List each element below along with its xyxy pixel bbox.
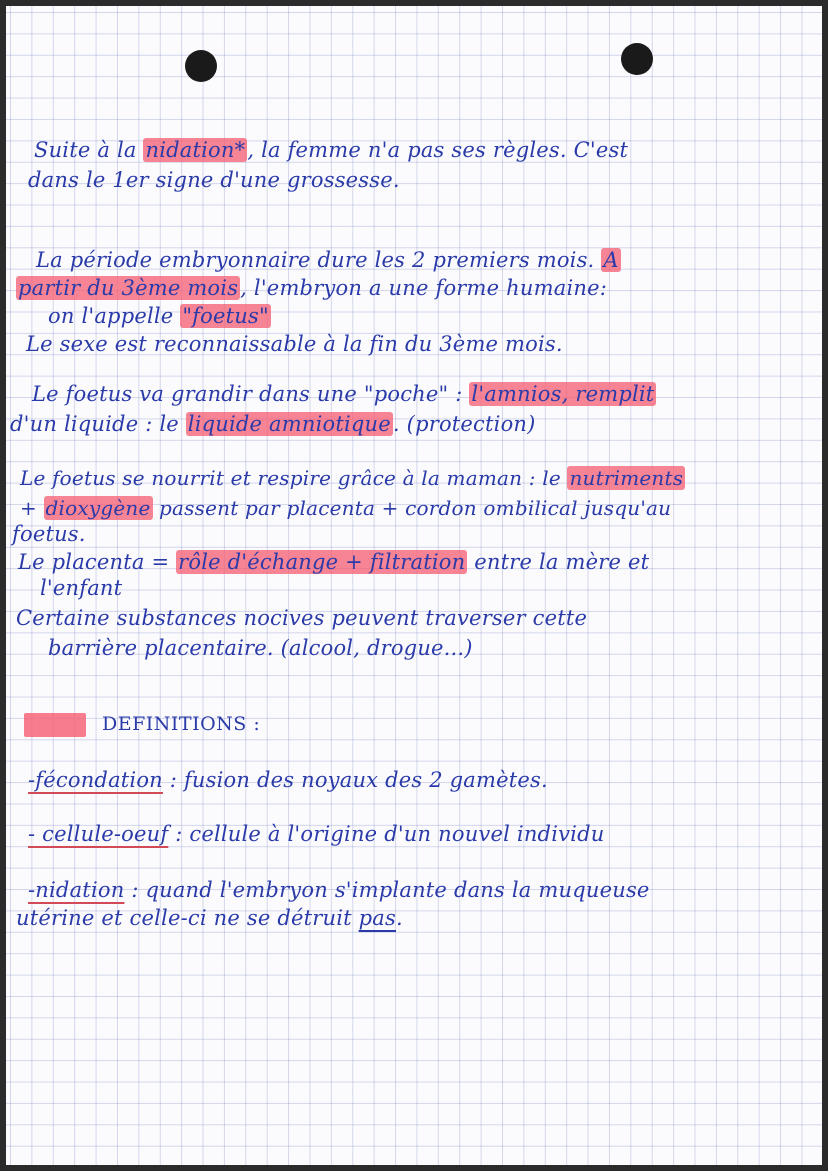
text: passent par placenta + cordon ombilical jusqu'au <box>152 496 672 520</box>
notebook-page <box>6 6 822 1165</box>
highlighted-text: l'amnios, remplit <box>471 382 655 406</box>
definition-text: : quand l'embryon s'implante dans la muqueuse <box>124 878 650 902</box>
note-line <box>26 330 563 358</box>
text: , l'embryon a une forme humaine: <box>240 276 607 300</box>
text: l'enfant <box>40 576 123 600</box>
punch-hole-right <box>621 43 653 75</box>
text: utérine et celle-ci ne se détruit <box>16 906 359 930</box>
definition-term: -nidation <box>28 878 125 902</box>
note-line <box>32 380 656 408</box>
text: dans le 1er signe d'une grossesse. <box>28 168 400 192</box>
definition-term: -fécondation <box>28 768 163 792</box>
text: Certaine substances nocives peuvent traverser cette <box>16 606 588 630</box>
note-line <box>16 274 607 302</box>
definition-term: - cellule-oeuf <box>28 822 169 846</box>
note-line <box>10 410 536 438</box>
text: , la femme n'a pas ses règles. C'est <box>247 138 629 162</box>
text: . (protection) <box>392 412 536 436</box>
text: Le sexe est reconnaissable à la fin du 3ème mois. <box>26 332 563 356</box>
note-line <box>28 166 400 194</box>
note-line <box>48 634 473 662</box>
highlighted-text: rôle d'échange + filtration <box>178 550 466 574</box>
note-line <box>12 520 86 548</box>
note-line <box>20 464 685 492</box>
note-line <box>18 548 649 576</box>
underlined-word: pas <box>358 906 396 930</box>
text: barrière placentaire. (alcool, drogue...) <box>48 636 473 660</box>
highlighted-text: nutriments <box>569 466 684 490</box>
highlighted-text: nidation* <box>145 138 246 162</box>
highlighted-text: A <box>603 248 619 272</box>
text: DEFINITIONS : <box>102 713 261 735</box>
text: Le foetus se nourrit et respire grâce à la maman : le <box>20 466 568 490</box>
definition-text: : fusion des noyaux des 2 gamètes. <box>162 768 548 792</box>
note-line <box>16 604 587 632</box>
punch-hole-left <box>185 50 217 82</box>
note-line <box>20 494 671 522</box>
text: entre la mère et <box>467 550 650 574</box>
note-line <box>48 302 271 330</box>
highlighted-text: "foetus" <box>182 304 269 328</box>
highlighted-text: dioxygène <box>45 496 151 520</box>
note-line <box>16 904 403 932</box>
text: . <box>395 906 403 930</box>
text: d'un liquide : le <box>10 412 186 436</box>
text: La période embryonnaire dure les 2 premiers mois. <box>36 248 595 272</box>
note-line <box>34 136 628 164</box>
text: Le foetus va grandir dans une "poche" : <box>32 382 470 406</box>
text: Suite à la <box>34 138 144 162</box>
text: Le placenta = <box>18 550 177 574</box>
definitions-heading <box>102 710 260 738</box>
definition-cellule-oeuf <box>28 820 604 848</box>
text: on l'appelle <box>48 304 181 328</box>
definition-nidation <box>28 876 650 904</box>
text: foetus. <box>12 522 86 546</box>
definition-text: : cellule à l'origine d'un nouvel individu <box>168 822 605 846</box>
note-line <box>40 574 122 602</box>
highlighted-text: liquide amniotique <box>187 412 391 436</box>
note-line <box>36 246 621 274</box>
definition-fecondation <box>28 766 548 794</box>
text: + <box>20 496 44 520</box>
highlighted-text: partir du 3ème mois <box>18 276 239 300</box>
highlighter-marker <box>24 713 86 737</box>
